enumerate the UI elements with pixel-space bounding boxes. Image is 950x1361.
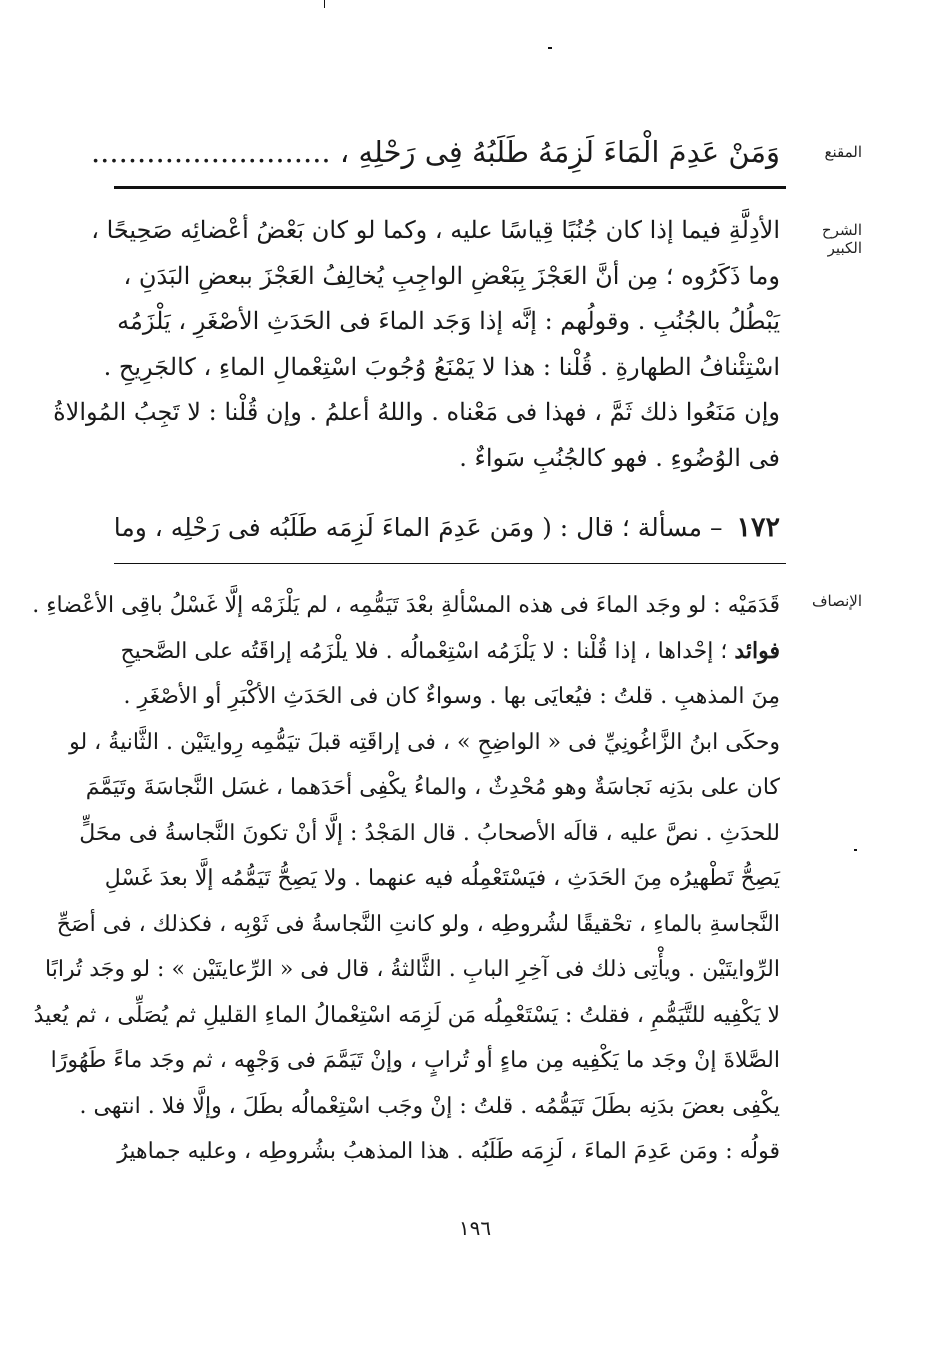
- insaf-line: يكْفِى بعضَ بدَنِه بطَلَ تَيَمُّمُه . قلتُ : إنْ وجَب اسْتِعْمالُه بطَلَ ، وإلَّا فلا . انتهى .: [79, 1093, 780, 1119]
- sharh-line: وإن مَنَعُوا ذلك ثَمَّ ، فهذا فى مَعْناه . واللهُ أعلمُ . وإن قُلْنا : لا تَجِبُ المُوالاةُ: [53, 398, 780, 426]
- section-label-sharh: الشرح الكبير: [821, 221, 862, 257]
- insaf-body: [32, 583, 780, 1175]
- masala-heading: [108, 506, 780, 550]
- muqni-text-line: [90, 128, 780, 176]
- scan-mark: [324, 0, 325, 8]
- insaf-line: لا يَكْفِيه للتَّيَمُّمِ ، فقلتُ : يَسْتَعْمِلُه مَن لَزِمَه اسْتِعْمالُ الماءِ القليلِ ثم يُصَلِّى ، ثم يُعيدُ: [33, 1002, 780, 1028]
- insaf-line: للحدَثِ . نصَّ عليه ، قالَه الأصحابُ . قال المَجْدُ : إلَّا أنْ تكونَ النَّجاسةُ فى محَلٍّ: [79, 820, 780, 846]
- sharh-line: وما ذَكَرُوه ؛ مِن أنَّ العَجْزَ بِبَعْضِ الواجِبِ يُخالِفُ العَجْزَ ببعضِ البَدَنِ ،: [123, 261, 780, 290]
- insaf-line: فوائد ؛ إحْداها ، إذا قُلْنا : لا يَلْزَمُه اسْتِعْمالُه . فلا يلْزَمُه إراقَتُه على الصَّحيحِ: [120, 637, 780, 664]
- muqni-text: وَمَنْ عَدِمَ الْمَاءَ لَزِمَهُ طَلَبُهُ فِى رَحْلِهِ ،: [339, 135, 780, 169]
- masala-number: ١٧٢: [736, 512, 780, 543]
- section-label-muqni: المقنع: [824, 143, 862, 161]
- scan-mark: [548, 47, 552, 49]
- insaf-line: قَدَمَيْه : لو وجَد الماءَ فى هذه المسْألةِ بعْدَ تَيَمُّمِه ، لم يَلْزَمْه إلَّا غَسْلُ باقِى الأعْضاءِ .: [32, 593, 780, 618]
- insaf-line: النَّجاسةِ بالماءِ ، تحْقيقًا لشُروطِه ، ولو كانتِ النَّجاسةُ فى ثَوْبِه ، فكذلك ، فى أصَحِّ: [56, 911, 780, 937]
- sharh-line: يَبْطُلُ بالجُنُبِ . وقولُهم : إنَّه إذا وَجَد الماءَ فى الحَدَثِ الأصْغَرِ ، يَلْزَمُه: [117, 307, 780, 335]
- sharh-line: فى الوُضُوءِ . فهو كالجُنُبِ سَواءٌ .: [459, 443, 780, 472]
- insaf-line: الرِّوايتَيْن . ويأْتِى ذلك فى آخِرِ البابِ . الثَّالثةُ ، قال فى « الرِّعايتَيْن » : لو وجَد تُرابًا: [45, 957, 780, 982]
- insaf-line: كان على بدَنِه نَجاسَةٌ وهو مُحْدِثٌ ، والماءُ يكْفِى أحَدَهما ، غسَل النَّجاسَةَ وتَيَمَّمَ: [85, 775, 780, 800]
- scan-mark: [854, 849, 857, 851]
- insaf-line: يَصِحُّ تَطْهيرُه مِنَ الحَدَثِ ، فيَسْتَعْمِلُه فيه عنهما . ولا يَصِحُّ تَيَمُّمُه إلَّا بعدَ غَسْلِ: [104, 866, 780, 891]
- section-divider: [114, 563, 786, 564]
- sharh-line: الأدِلَّةِ فيما إذا كان جُنُبًا قِياسًا عليه ، وكما لو كان بَعْضُ أعْضائِه صَحِيحًا ،: [91, 216, 780, 244]
- insaf-line: الصَّلاةَ إنْ وجَد ما يَكْفِيه مِن ماءٍ أو تُرابٍ ، وإنْ تَيَمَّمَ فى وَجْهِه ، ثم وجَد ماءً طَهُورًا: [50, 1048, 780, 1073]
- sharh-line: اسْتِئْنافُ الطهارةِ . قُلْنا : هذا لا يَمْنَعُ وُجُوبَ اسْتِعْمالِ الماءِ ، كالجَرِيحِ .: [103, 352, 780, 381]
- page-number: ١٩٦: [458, 1216, 492, 1240]
- insaf-line: مِنَ المذهبِ . قلتُ : فيُعايَى بها . وسواءٌ كان فى الحَدَثِ الأكْبَرِ أو الأصْغَرِ .: [123, 684, 780, 709]
- section-divider: [114, 186, 786, 189]
- masala-text: – مسألة ؛ قال : ( ومَن عَدِمَ الماءَ لَزِمَه طَلَبُه فى رَحْلِه ، وما: [113, 513, 723, 542]
- section-label-insaf: الإنصاف: [811, 592, 862, 610]
- muqni-dots: ..........................: [90, 135, 331, 169]
- sharh-body: [53, 208, 780, 481]
- insaf-line: وحكَى ابنُ الزَّاغُونِيِّ فى « الواضِحِ » ، فى إراقَتِه قبلَ تيَمُّمِه رِوايتَيْن . الثَّانيةُ ، لو: [69, 729, 780, 755]
- insaf-line: قولُه : ومَن عَدِمَ الماءَ ، لَزِمَه طَلَبُه . هذا المذهبُ بشُروطِه ، وعليه جماهيرُ: [117, 1139, 780, 1164]
- fawaid-heading: فوائد: [734, 637, 780, 664]
